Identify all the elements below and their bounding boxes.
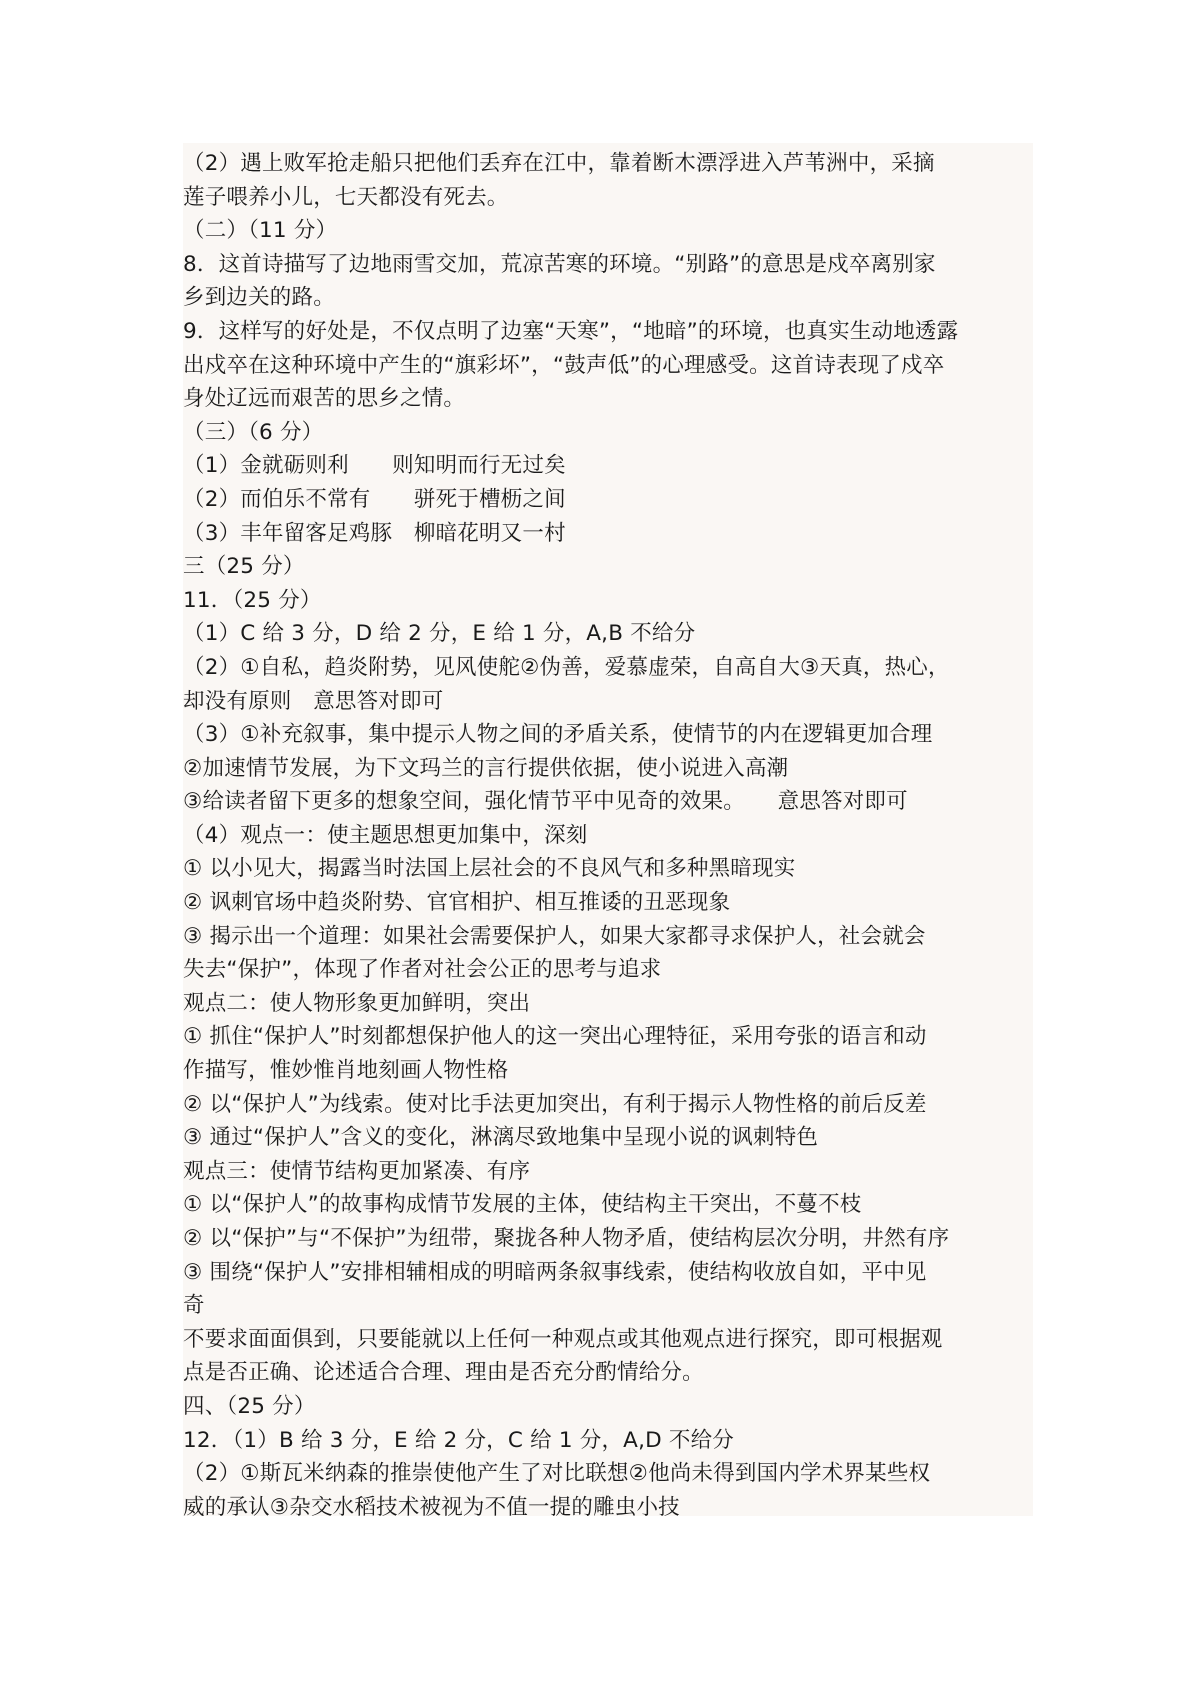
text-line: ① 抓住“保护人”时刻都想保护他人的这一突出心理特征，采用夸张的语言和动: [183, 1024, 927, 1050]
text-line: （3）①补充叙事，集中提示人物之间的矛盾关系，使情节的内在逻辑更加合理: [183, 722, 933, 748]
section-heading: 四、（25 分）: [183, 1393, 316, 1419]
question-heading: 11．（25 分）: [183, 587, 322, 613]
text-line: 点是否正确、论述适合合理、理由是否充分酌情给分。: [183, 1360, 704, 1386]
text-line: ③ 围绕“保护人”安排相辅相成的明暗两条叙事线索，使结构收放自如，平中见: [183, 1259, 927, 1285]
text-line: 作描写，惟妙惟肖地刻画人物性格: [183, 1058, 509, 1084]
text-line: ② 讽刺官场中趋炎附势、官官相护、相互推诿的丑恶现象: [183, 890, 731, 916]
text-line: 出戍卒在这种环境中产生的“旗彩坏”，“鼓声低”的心理感受。这首诗表现了戍卒: [183, 352, 945, 378]
text-line: （1）金就砺则利 则知明而行无过矣: [183, 453, 566, 479]
text-line: （2）而伯乐不常有 骈死于槽枥之间: [183, 486, 566, 512]
answer-key-text: [183, 147, 1033, 1524]
text-line: 奇: [183, 1293, 205, 1319]
text-line: （2）遇上败军抢走船只把他们丢弃在江中，靠着断木漂浮进入芦苇洲中，采摘: [183, 151, 935, 176]
text-line: （2）①自私，趋炎附势，见风使舵②伪善，爱慕虚荣，自高自大③天真，热心，: [183, 654, 950, 680]
text-line: 观点三：使情节结构更加紧凑、有序: [183, 1158, 531, 1184]
section-heading: （三）（6 分）: [183, 419, 324, 445]
text-line: 12．（1）B 给 3 分，E 给 2 分，C 给 1 分，A,D 不给分: [183, 1427, 735, 1453]
text-line: 不要求面面俱到，只要能就以上任何一种观点或其他观点进行探究，即可根据观: [183, 1326, 943, 1352]
text-line: （4）观点一：使主题思想更加集中，深刻: [183, 822, 588, 848]
text-line: ① 以小见大，揭露当时法国上层社会的不良风气和多种黑暗现实: [183, 856, 796, 882]
text-line: 观点二：使人物形象更加鲜明，突出: [183, 990, 531, 1016]
text-line: （3）丰年留客足鸡豚 柳暗花明又一村: [183, 520, 566, 546]
text-line: 8．这首诗描写了边地雨雪交加，荒凉苦寒的环境。“别路”的意思是戍卒离别家: [183, 251, 936, 277]
text-line: 威的承认③杂交水稻技术被视为不值一提的雕虫小技: [183, 1494, 680, 1520]
text-line: 却没有原则 意思答对即可: [183, 688, 444, 714]
text-line: 乡到边关的路。: [183, 285, 335, 311]
section-heading: （二）（11 分）: [183, 218, 338, 244]
text-line: ③ 揭示出一个道理：如果社会需要保护人，如果大家都寻求保护人，社会就会: [183, 923, 926, 949]
text-line: ③ 通过“保护人”含义的变化，淋漓尽致地集中呈现小说的讽刺特色: [183, 1125, 819, 1151]
text-line: 身处辽远而艰苦的思乡之情。: [183, 386, 466, 412]
text-line: （1）C 给 3 分，D 给 2 分，E 给 1 分，A,B 不给分: [183, 621, 696, 647]
text-line: ② 以“保护”与“不保护”为纽带，聚拢各种人物矛盾，使结构层次分明，井然有序: [183, 1226, 950, 1251]
text-line: ③给读者留下更多的想象空间，强化情节平中见奇的效果。 意思答对即可: [183, 789, 908, 815]
text-line: 9．这样写的好处是，不仅点明了边塞“天寒”，“地暗”的环境，也真实生动地透露: [183, 318, 959, 344]
text-line: 莲子喂养小儿，七天都没有死去。: [183, 184, 509, 210]
text-line: ②加速情节发展，为下文玛兰的言行提供依据，使小说进入高潮: [183, 755, 789, 781]
text-line: ② 以“保护人”为线索。使对比手法更加突出，有利于揭示人物性格的前后反差: [183, 1091, 927, 1117]
text-line: ① 以“保护人”的故事构成情节发展的主体，使结构主干突出，不蔓不枝: [183, 1192, 862, 1218]
text-line: （2）①斯瓦米纳森的推崇使他产生了对比联想②他尚未得到国内学术界某些权: [183, 1461, 931, 1487]
text-line: 失去“保护”，体现了作者对社会公正的思考与追求: [183, 957, 662, 983]
section-heading: 三（25 分）: [183, 554, 305, 580]
document-page: [183, 143, 1033, 1520]
